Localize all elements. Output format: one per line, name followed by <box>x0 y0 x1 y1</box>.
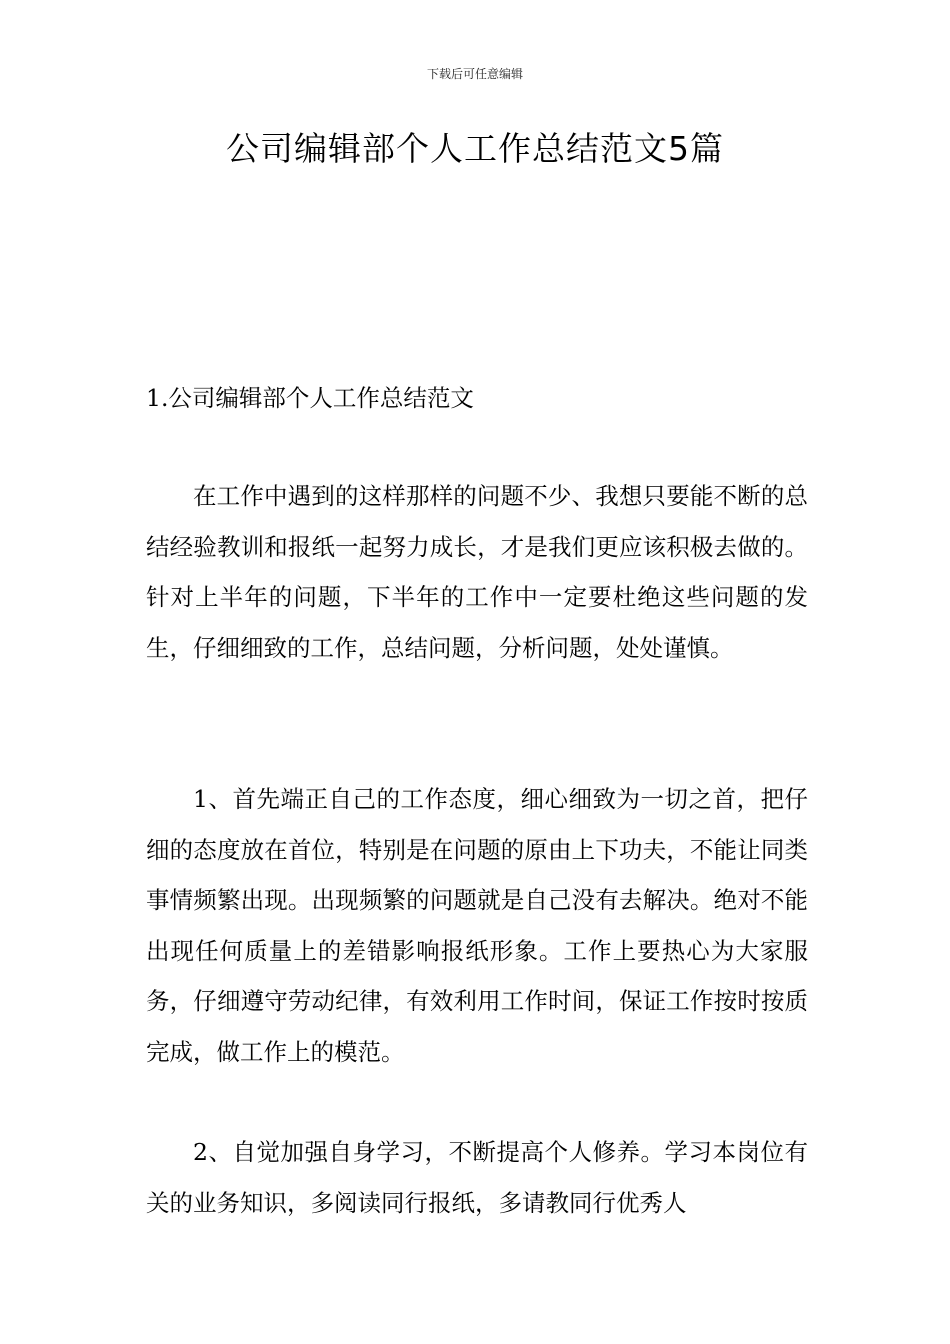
section-heading: 1.公司编辑部个人工作总结范文 <box>146 384 474 412</box>
body-paragraph: 1、首先端正自己的工作态度，细心细致为一切之首，把仔细的态度放在首位，特别是在问题的原由上下功夫，不能让同类事情频繁出现。出现频繁的问题就是自己没有去解决。绝对不能出现任何质量上的差错影响报纸形象。工作上要热心为大家服务，仔细遵守劳动纪律，有效利用工作时间，保证工作按时按质完成，做工作上的模范。 <box>146 785 808 1066</box>
document-title: 公司编辑部个人工作总结范文5篇 <box>226 129 724 168</box>
body-paragraph: 在工作中遇到的这样那样的问题不少、我想只要能不断的总结经验教训和报纸一起努力成长，才是我们更应该积极去做的。针对上半年的问题，下半年的工作中一定要杜绝这些问题的发生，仔细细致的工作，总结问题，分析问题，处处谨慎。 <box>146 482 808 662</box>
header-note: 下载后可任意编辑 <box>426 67 523 81</box>
body-paragraph: 2、自觉加强自身学习，不断提高个人修养。学习本岗位有关的业务知识，多阅读同行报纸，多请教同行优秀人 <box>146 1138 808 1217</box>
